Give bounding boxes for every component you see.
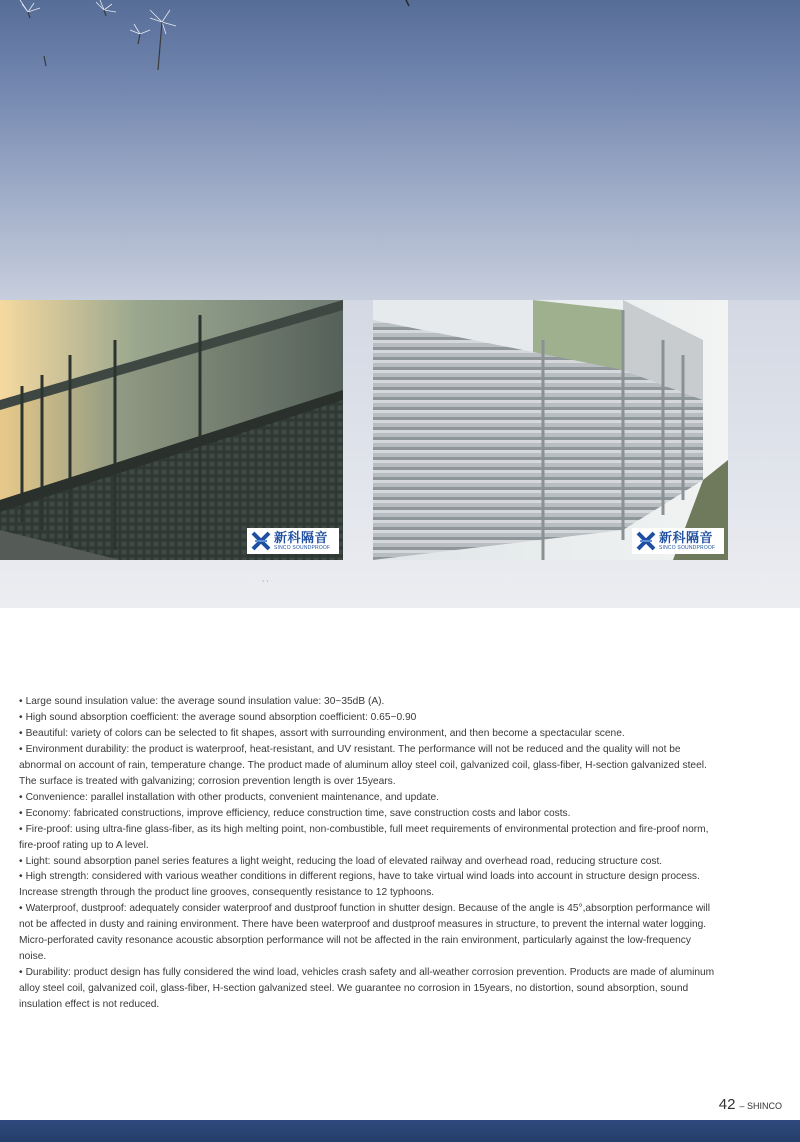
print-specks: · · [262,578,269,585]
logo-chinese-text: 新科隔音 [659,530,714,545]
bird-speck [402,0,414,10]
dandelion-seeds-image [0,0,240,90]
noise-barrier-photo-louver [373,300,728,560]
page-footer [719,1096,782,1113]
feature-item: • Light: sound absorption panel series features a light weight, reducing the load of elevated railway and overhead road, reducing structure cost. [19,855,663,867]
feature-item: • Economy: fabricated constructions, improve efficiency, reduce construction time, save construction costs and labor costs. [19,807,571,819]
sinco-logo-icon [636,531,656,551]
logo-english-text: SINCO SOUNDPROOF [659,545,716,551]
sinco-logo-icon [251,531,271,551]
sinco-logo [632,528,724,554]
feature-item: • Waterproof, dustproof: adequately consider waterproof and dustproof function in shutter design. Because of the angle is 45°,absorption performance will not be affected in dusty and raining environment. There have been waterproof and dustproof measures in structure, to prevent the internal water logging. Micro-perforated cavity resonance acoustic absorption performance will not be affected in the rain environment, particularly against the low-frequency noise. [19,903,710,963]
feature-item: • Environment durability: the product is waterproof, heat-resistant, and UV resistant. The performance will not be reduced and the quality will not be abnormal on account of rain, temperature change. The product made of aluminum alloy steel coil, galvanized coil, glass-fiber, H-section galvanized steel. The surface is treated with galvanizing; corrosion prevention length is over 15years. [19,743,707,787]
footer-brand: – SHINCO [739,1101,782,1111]
logo-chinese-text: 新科隔音 [274,530,329,545]
feature-item: • Fire-proof: using ultra-fine glass-fiber, as its high melting point, non-combustible, full meet requirements of environmental protection and fire-proof norm, fire-proof rating up to A level. [19,823,709,851]
feature-item: • Beautiful: variety of colors can be selected to fit shapes, assort with surrounding environment, and then become a spectacular scene. [19,727,625,739]
bottom-bar [0,1120,800,1142]
feature-item: • High sound absorption coefficient: the average sound absorption coefficient: 0.65~0.90 [19,711,417,723]
noise-barrier-photo-glass [0,300,343,560]
page-number: 42 [718,1096,736,1113]
sinco-logo [247,528,339,554]
feature-item: • Durability: product design has fully considered the wind load, vehicles crash safety and all-weather corrosion prevention. Products are made of aluminum alloy steel coil, galvanized coil, glass-fiber, H-section galvanized steel. We guarantee no corrosion in 15years, no distortion, sound absorption, sound insulation effect is not reduced. [19,967,715,1011]
features-list [19,694,719,1013]
logo-english-text: SINCO SOUNDPROOF [274,545,331,551]
feature-item: • Convenience: parallel installation with other products, convenient maintenance, and update. [19,791,440,803]
feature-item: • Large sound insulation value: the average sound insulation value: 30~35dB (A). [19,696,385,707]
feature-item: • High strength: considered with various weather conditions in different regions, have to take virtual wind loads into account in structure design process. Increase strength through the product line grooves, consequently resistance to 12 typhoons. [19,871,700,899]
